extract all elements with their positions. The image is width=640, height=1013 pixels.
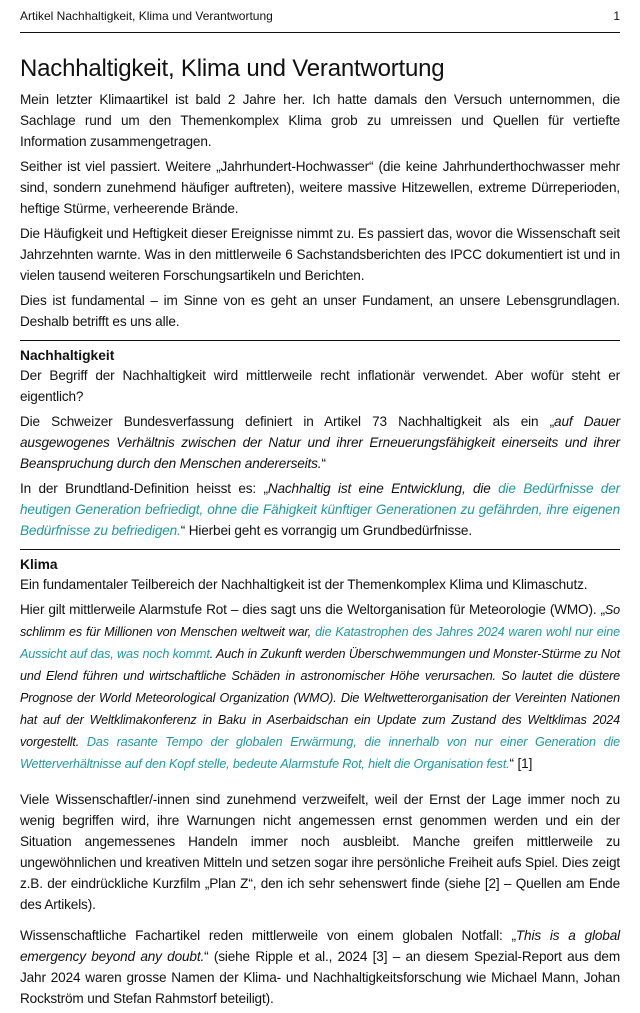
paragraph: Viele Wissenschaftler/-innen sind zunehmend verzweifelt, weil der Ernst der Lage immer noch zu wenig begriffen wird, ihre Warnungen nicht angemessen ernst genommen werden und ein der Situation angemessenes Handeln immer noch ausbleibt. Manche greifen mittlerweile zu ungewöhnlichen und kreativen Mitteln und setzen sogar ihre persönliche Freiheit aufs Spiel. Dies zeigt z.B. der eindrückliche Kurzfilm „Plan Z“, den ich sehr sehenswert finde (siehe [2] – Quellen am Ende des Artikels).	[20, 792, 620, 912]
highlighted-quote: die Katastrophen des Jahres 2024 waren wohl nur eine Aussicht auf das, was noch kommt	[20, 625, 620, 661]
highlighted-quote: Das rasante Tempo der globalen Erwärmung, die innerhalb von nur einer Generation die Wetterverhältnisse auf den Kopf stelle, bedeute Alarmstufe Rot, hielt die Organisation fest.	[20, 735, 620, 771]
text: “	[321, 456, 326, 471]
quote-text: . Auch in Zukunft werden Überschwemmungen und Monster-Stürme zu Not und Elend führen und wirtschaftliche Schäden in astronomischer Höhe verursachen. So lautet die düstere Prognose der World Meteorological Organization (WMO). Die Weltwetterorganisation der Vereinten Nationen hat auf der Weltklimakonferenz in Baku in Aserbaidschan ein Update zum Zustand des Weltklimas 2024 vorgestellt.	[20, 647, 620, 749]
running-title: Artikel Nachhaltigkeit, Klima und Verantwortung	[20, 9, 273, 23]
text: “ (siehe Ripple et al., 2024 [3] – an diesem Spezial-Report aus dem Jahr 2024 waren grosse Namen der Klima- und Nachhaltigkeitsforschung wie Michael Mann, Johan Rockström und Stefan Rahmstorf beteiligt).	[20, 949, 620, 1006]
intro-section	[20, 89, 620, 332]
paragraph-constitution	[20, 411, 620, 474]
document-title: Nachhaltigkeit, Klima und Verantwortung	[20, 55, 445, 82]
paragraph-wmo	[20, 599, 620, 775]
intro-paragraph: Seither ist viel passiert. Weitere „Jahrhundert-Hochwasser“ (die keine Jahrhunderthochwasser mehr sind, sondern zunehmend häufiger auftreten), weitere massive Hitzewellen, extreme Dürreperioden, heftige Stürme, verheerende Brände.	[20, 159, 620, 216]
text: Die Schweizer Bundesverfassung definiert in Artikel 73 Nachhaltigkeit als ein „	[20, 414, 555, 429]
paragraph-brundtland	[20, 478, 620, 541]
text: Wissenschaftliche Fachartikel reden mittlerweile von einem globalen Notfall: „	[20, 928, 516, 943]
text: Hier gilt mittlerweile Alarmstufe Rot – dies sagt uns die Weltorganisation für Meteorologie (WMO). „	[20, 602, 605, 617]
document-page	[20, 0, 620, 1013]
paragraph: Ein fundamentaler Teilbereich der Nachhaltigkeit ist der Themenkomplex Klima und Klimaschutz.	[20, 577, 588, 592]
quote-text: Nachhaltig ist eine Entwicklung, die	[267, 481, 499, 496]
page-number: 1	[613, 9, 620, 23]
intro-paragraph: Dies ist fundamental – im Sinne von es geht an unser Fundament, an unsere Lebensgrundlagen. Deshalb betrifft es uns alle.	[20, 293, 620, 329]
text: In der Brundtland-Definition heisst es: „	[20, 481, 268, 496]
citation: “ [1]	[509, 756, 533, 771]
quote-text: This is a global emergency beyond any doubt.	[20, 928, 620, 964]
section-klima	[20, 549, 620, 1009]
quote-text: So schlimm es für Millionen von Menschen weltweit war,	[20, 603, 620, 639]
section-heading: Klima	[20, 557, 58, 572]
paragraph: Der Begriff der Nachhaltigkeit wird mittlerweile recht inflationär verwendet. Aber wofür steht er eigentlich?	[20, 368, 620, 404]
intro-paragraph: Die Häufigkeit und Heftigkeit dieser Ereignisse nimmt zu. Es passiert das, wovor die Wissenschaft seit Jahrzehnten warnte. Was in den mittlerweile 6 Sachstandsberichten des IPCC dokumentiert ist und in vielen tausend weiteren Forschungsartikeln und Berichten.	[20, 226, 620, 283]
highlighted-quote: die Bedürfnisse der heutigen Generation befriedigt, ohne die Fähigkeit künftiger Generationen zu gefährden, ihre eigenen Bedürfnisse zu befriedigen.	[20, 481, 620, 538]
intro-paragraph: Mein letzter Klimaartikel ist bald 2 Jahre her. Ich hatte damals den Versuch unternommen, die Sachlage rund um den Themenkomplex Klima grob zu umreissen und Quellen für vertiefte Information zusammengetragen.	[20, 92, 620, 149]
text: “ Hierbei geht es vorrangig um Grundbedürfnisse.	[180, 523, 472, 538]
paragraph-ripple	[20, 925, 620, 1009]
section-nachhaltigkeit	[20, 340, 620, 541]
section-heading: Nachhaltigkeit	[20, 348, 115, 363]
running-header	[20, 0, 620, 33]
quote-text: auf Dauer ausgewogenes Verhältnis zwischen der Natur und ihrer Erneuerungsfähigkeit einerseits und ihrer Beanspruchung durch den Menschen andererseits.	[20, 414, 620, 471]
